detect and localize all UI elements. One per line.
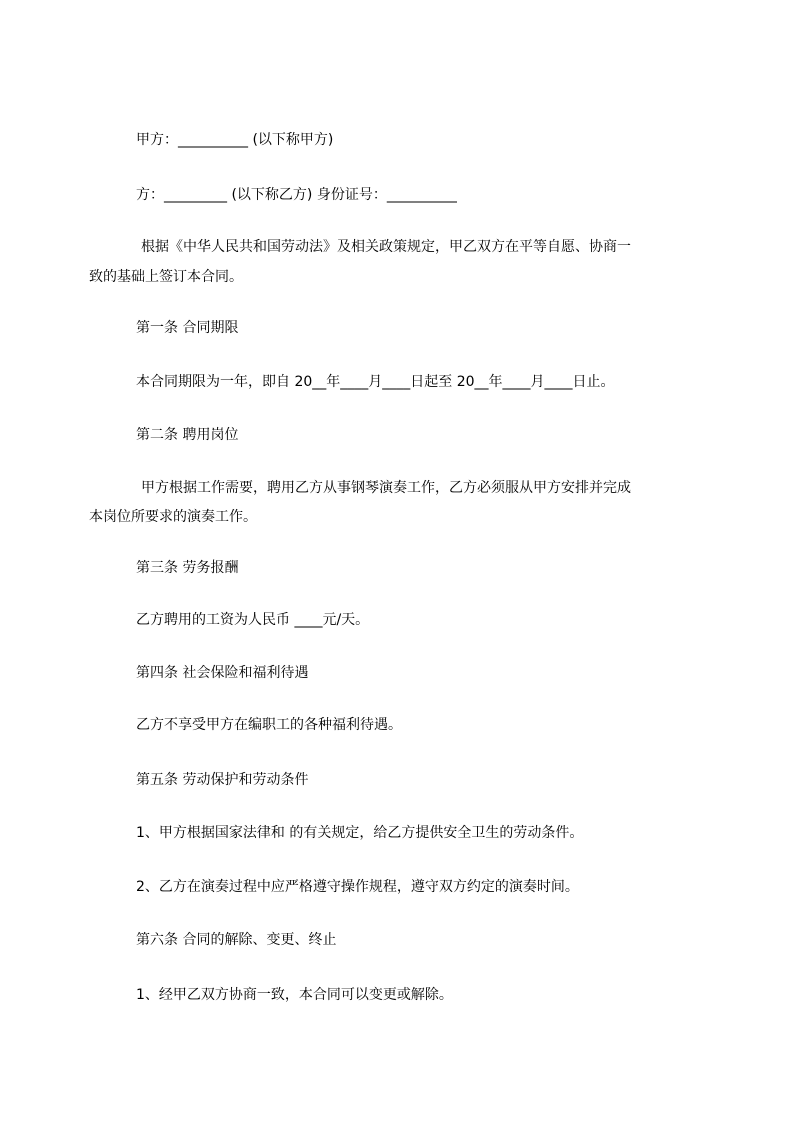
article-3-title: 第三条 劳务报酬 [136,560,239,576]
article-5-item-1: 1、甲方根据国家法律和 的有关规定，给乙方提供安全卫生的劳动条件。 [136,825,584,841]
article-1-text: 本合同期限为一年，即自 20__年____月____日起至 20__年____月____日止。 [136,374,615,390]
party-a-line: 甲方：__________ (以下称甲方) [136,132,334,148]
article-2-title: 第二条 聘用岗位 [136,427,239,443]
article-6-item-1: 1、经甲乙双方协商一致，本合同可以变更或解除。 [136,987,453,1003]
preamble-line-2: 致的基础上签订本合同。 [89,269,243,285]
preamble-line-1: 根据《中华人民共和国劳动法》及相关政策规定，甲乙双方在平等自愿、协商一 [141,239,631,255]
article-5-title: 第五条 劳动保护和劳动条件 [136,772,309,788]
article-2-text-2: 本岗位所要求的演奏工作。 [89,509,257,525]
party-b-line: 方：_________ (以下称乙方) 身份证号：__________ [136,187,457,203]
article-2-text-1: 甲方根据工作需要，聘用乙方从事钢琴演奏工作，乙方必须服从甲方安排并完成 [141,480,631,496]
article-5-item-2: 2、乙方在演奏过程中应严格遵守操作规程，遵守双方约定的演奏时间。 [136,879,579,895]
article-4-title: 第四条 社会保险和福利待遇 [136,665,309,681]
article-6-title: 第六条 合同的解除、变更、终止 [136,932,337,948]
article-1-title: 第一条 合同期限 [136,320,239,336]
article-3-text: 乙方聘用的工资为人民币 ____元/天。 [136,612,370,628]
article-4-text: 乙方不享受甲方在编职工的各种福利待遇。 [136,717,402,733]
